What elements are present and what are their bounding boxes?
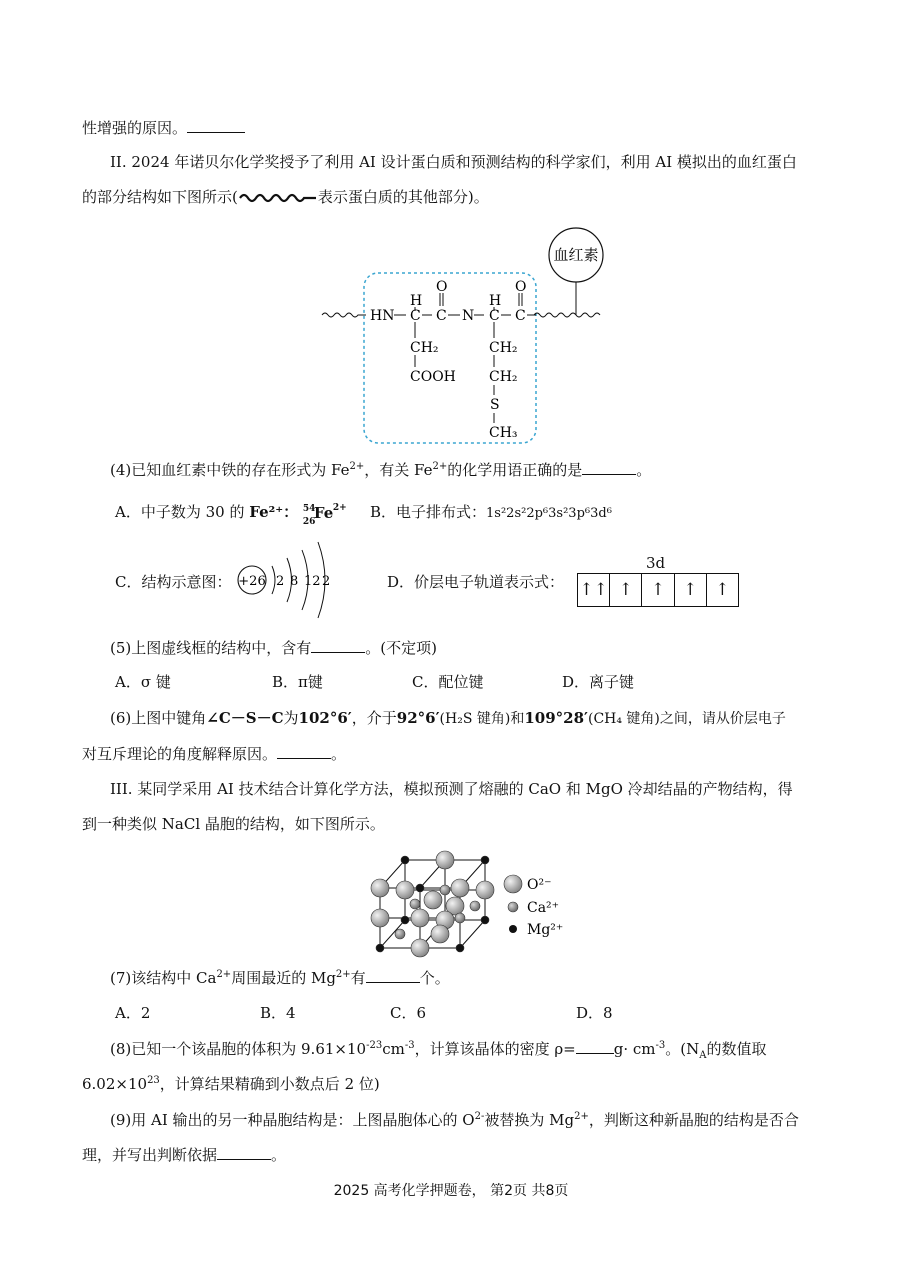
line-text: 。 xyxy=(331,745,347,763)
line-text: 表示蛋白质的其他部分)。 xyxy=(317,188,489,206)
atom-N2: N xyxy=(462,308,475,324)
legend-ca-marker xyxy=(508,902,518,912)
wavy-right xyxy=(534,313,600,317)
answer-blank[interactable] xyxy=(311,638,365,653)
q7-option-b[interactable]: B．4 xyxy=(260,1004,296,1022)
protein-structure-diagram xyxy=(318,225,608,450)
legend-mg-label: Mg²⁺ xyxy=(527,922,564,938)
line-text: (9)用 AI 输出的另一种晶胞结构是：上图晶胞体心的 O xyxy=(110,1111,475,1129)
orbital-box: ↑ xyxy=(715,580,730,600)
angle-value: 92°6′ xyxy=(396,709,440,727)
atom-CH2-c: CH₂ xyxy=(489,369,518,385)
option-formula: Fe²⁺： xyxy=(249,503,299,521)
nuclide-symbol xyxy=(302,503,349,527)
q5-option-c[interactable]: C．配位键 xyxy=(412,673,484,691)
question-5 xyxy=(110,638,437,658)
ion-charge: 2+ xyxy=(332,503,347,513)
legend-o-marker xyxy=(504,875,522,893)
line-text: 的数值取 xyxy=(706,1040,767,1058)
q4-option-a[interactable] xyxy=(115,502,349,527)
atom-S: S xyxy=(490,397,500,413)
orbital-label: 3d xyxy=(646,554,666,572)
atomic-structure-diagram xyxy=(232,538,342,622)
q4-option-b[interactable] xyxy=(370,502,612,524)
subscript: A xyxy=(699,1050,707,1061)
legend-mg-marker xyxy=(509,925,517,933)
orbital-box: ↑ xyxy=(675,574,707,606)
line-text: 。(N xyxy=(665,1040,700,1058)
angle-value: 109°28′ xyxy=(524,709,588,727)
line-text: (8)已知一个该晶胞的体积为 9.61×10 xyxy=(110,1040,367,1058)
line-text: 理，并写出判断依据 xyxy=(82,1146,218,1164)
line-text: g· cm xyxy=(613,1040,656,1058)
atom-CH2-b: CH₂ xyxy=(489,340,518,356)
line-text: 个。 xyxy=(419,969,450,987)
nucleus-charge: +26 xyxy=(238,574,266,589)
question-6-cont xyxy=(82,744,346,764)
mass-number: 54 xyxy=(302,504,316,514)
orbital-box: ↑↑ xyxy=(578,574,610,606)
question-4 xyxy=(110,460,651,480)
option-label: A．中子数为 30 的 xyxy=(115,503,245,521)
legend-ca-label: Ca²⁺ xyxy=(527,900,560,916)
atom-C4: C xyxy=(515,308,526,324)
shell-2-count: 8 xyxy=(290,574,299,589)
q7-option-a[interactable]: A．2 xyxy=(115,1004,151,1022)
orbital-boxes xyxy=(577,573,739,607)
superscript: 2+ xyxy=(574,1111,589,1122)
answer-blank[interactable] xyxy=(277,744,331,759)
question-8 xyxy=(110,1039,766,1059)
superscript: 2+ xyxy=(432,461,448,472)
heme-label: 血红素 xyxy=(553,246,599,264)
line-text: cm xyxy=(382,1040,405,1058)
superscript: 2- xyxy=(474,1111,485,1122)
atom-O1: O xyxy=(436,279,448,295)
superscript: 23 xyxy=(147,1075,160,1086)
q5-option-a[interactable]: A．σ 键 xyxy=(115,673,171,691)
section-ii-intro: II. 2024 年诺贝尔化学奖授予了利用 AI 设计蛋白质和预测结构的科学家们，利用 AI 模拟出的血红蛋白 xyxy=(110,153,797,171)
atom-C3: C xyxy=(489,308,500,324)
line-text: ，计算该晶体的密度 ρ= xyxy=(414,1040,576,1058)
answer-blank[interactable] xyxy=(366,968,420,983)
line-text: (6)上图中键角 xyxy=(110,709,207,727)
orbital-box: ↑ xyxy=(610,574,642,606)
line-text: 被替换为 Mg xyxy=(484,1111,575,1129)
question-7 xyxy=(110,968,450,988)
section-iii-intro: III. 某同学采用 AI 技术结合计算化学方法，模拟预测了熔融的 CaO 和 MgO 冷却结晶的产物结构，得 xyxy=(110,780,793,798)
atom-HN: HN xyxy=(370,308,395,324)
q5-option-b[interactable]: B．π键 xyxy=(272,673,323,691)
line-text: (5)上图虚线框的结构中，含有 xyxy=(110,639,312,657)
line-text: (CH₄ 键角)之间，请从价层电子 xyxy=(587,711,786,727)
option-label: B．电子排布式： xyxy=(370,503,487,521)
superscript: 2+ xyxy=(349,461,365,472)
line-text: (4)已知血红素中铁的存在形式为 Fe xyxy=(110,461,350,479)
page-footer: 2025 高考化学押题卷， 第2页 共8页 xyxy=(333,1183,569,1199)
wavy-line-icon xyxy=(238,191,318,205)
option-label: C．结构示意图： xyxy=(115,573,232,591)
bond-angle-label: ∠C－S－C xyxy=(206,709,284,727)
line-text: ，计算结果精确到小数点后 2 位) xyxy=(159,1075,380,1093)
line-text: 有 xyxy=(350,969,366,987)
shell-3-count: 12 xyxy=(304,574,321,589)
answer-blank[interactable] xyxy=(576,1039,614,1054)
section-iii-intro-cont: 到一种类似 NaCl 晶胞的结构，如下图所示。 xyxy=(82,815,385,833)
answer-blank[interactable] xyxy=(582,460,636,475)
line-text: ，介于 xyxy=(351,709,397,727)
line-text: 性增强的原因。 xyxy=(82,119,188,137)
q4-option-d[interactable] xyxy=(387,572,564,592)
superscript: 2+ xyxy=(335,969,351,980)
question-6 xyxy=(110,708,786,729)
answer-blank[interactable] xyxy=(187,118,245,133)
line-text: (H₂S 键角)和 xyxy=(439,711,525,727)
shell-1-count: 2 xyxy=(276,574,285,589)
superscript: -3 xyxy=(655,1040,666,1051)
angle-value: 102°6′ xyxy=(298,709,352,727)
q7-option-c[interactable]: C．6 xyxy=(390,1004,427,1022)
dashed-frame xyxy=(364,273,536,443)
line-text: (7)该结构中 Ca xyxy=(110,969,217,987)
question-8-cont xyxy=(82,1074,380,1094)
atom-H2: H xyxy=(489,293,502,309)
line-text: 对互斥理论的角度解释原因。 xyxy=(82,745,278,763)
q7-option-d[interactable]: D．8 xyxy=(576,1004,613,1022)
atom-C1: C xyxy=(410,308,421,324)
legend-o-label: O²⁻ xyxy=(527,877,552,893)
line-text: 的部分结构如下图所示( xyxy=(82,188,238,206)
superscript: -3 xyxy=(404,1040,415,1051)
line-text: ，判断这种新晶胞的结构是否合 xyxy=(588,1111,799,1129)
atom-CH2-a: CH₂ xyxy=(410,340,439,356)
section-ii-intro-cont xyxy=(82,187,489,207)
line-text: 。 xyxy=(271,1146,287,1164)
text-line xyxy=(82,118,245,138)
orbital-box: ↑ xyxy=(642,574,674,606)
answer-blank[interactable] xyxy=(217,1145,271,1160)
line-text: 6.02×10 xyxy=(82,1075,148,1093)
atom-C2: C xyxy=(436,308,447,324)
superscript: 2+ xyxy=(216,969,232,980)
crystal-cell-diagram xyxy=(365,848,575,958)
q4-option-c[interactable] xyxy=(115,572,231,592)
superscript: -23 xyxy=(366,1040,383,1051)
atom-COOH: COOH xyxy=(410,369,456,385)
shell-4-count: 2 xyxy=(322,574,331,589)
option-label: D．价层电子轨道表示式： xyxy=(387,573,565,591)
element-symbol: Fe xyxy=(313,504,334,522)
line-text: 周围最近的 Mg xyxy=(231,969,336,987)
question-9 xyxy=(110,1110,799,1130)
line-text: 。 xyxy=(636,461,652,479)
atom-CH3: CH₃ xyxy=(489,425,518,441)
wavy-left xyxy=(322,313,366,317)
electron-config: 1s²2s²2p⁶3s²3p⁶3d⁶ xyxy=(486,506,612,521)
line-text: 的化学用语正确的是 xyxy=(447,461,583,479)
atom-O2: O xyxy=(515,279,527,295)
line-text: 为 xyxy=(283,709,299,727)
question-9-cont xyxy=(82,1145,286,1165)
q5-option-d[interactable]: D．离子键 xyxy=(562,673,635,691)
atom-H1: H xyxy=(410,293,423,309)
line-text: ，有关 Fe xyxy=(364,461,433,479)
atomic-number: 26 xyxy=(302,517,316,527)
line-text: 。(不定项) xyxy=(365,639,437,657)
